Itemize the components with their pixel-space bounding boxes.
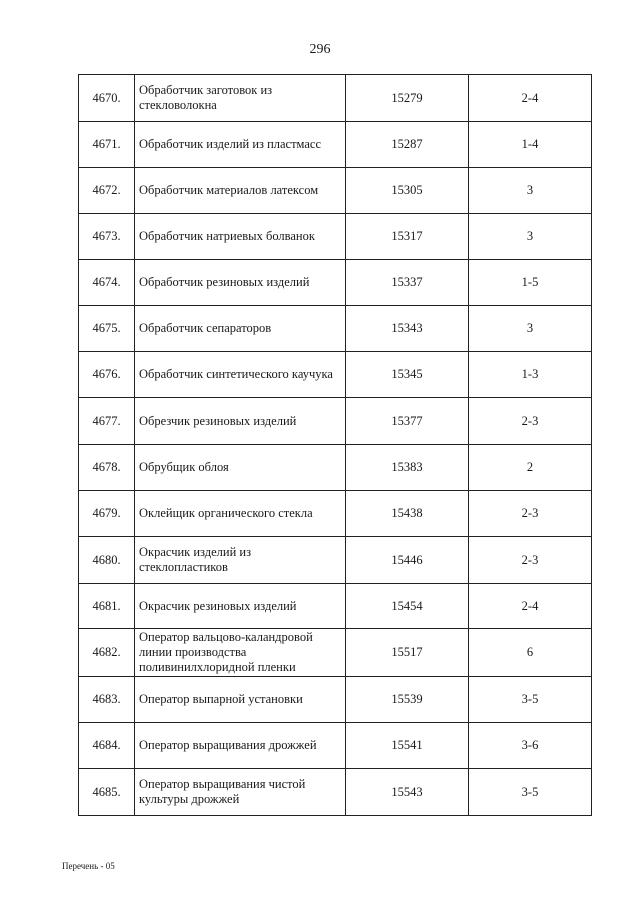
table-row: [79, 677, 592, 723]
footer-text: Перечень - 05: [62, 861, 115, 871]
qualification-category: 3-5: [469, 769, 592, 816]
table-row: [79, 769, 592, 816]
qualification-category: 2-3: [469, 491, 592, 537]
table-row: [79, 306, 592, 352]
table-row: [79, 352, 592, 398]
profession-name: Окрасчик резиновых изделий: [135, 584, 346, 629]
qualification-category: 3: [469, 168, 592, 214]
table-row: [79, 168, 592, 214]
profession-code: 15287: [346, 122, 469, 168]
profession-code: 15438: [346, 491, 469, 537]
qualification-category: 2-4: [469, 584, 592, 629]
qualification-category: 2-3: [469, 537, 592, 584]
page-number: 296: [309, 42, 331, 57]
profession-name: Обработчик сепараторов: [135, 306, 346, 352]
profession-name: Оператор выращивания дрожжей: [135, 723, 346, 769]
qualification-category: 2-4: [469, 75, 592, 122]
qualification-category: 3: [469, 306, 592, 352]
row-number: 4677.: [79, 398, 135, 445]
profession-name: Обработчик синтетического каучука: [135, 352, 346, 398]
table-row: [79, 723, 592, 769]
profession-code: 15377: [346, 398, 469, 445]
qualification-category: 1-3: [469, 352, 592, 398]
profession-code: 15343: [346, 306, 469, 352]
table-row: [79, 398, 592, 445]
profession-code: 15317: [346, 214, 469, 260]
table-row: [79, 491, 592, 537]
qualification-category: 2-3: [469, 398, 592, 445]
row-number: 4682.: [79, 629, 135, 677]
table-row: [79, 629, 592, 677]
table-row: [79, 75, 592, 122]
profession-name: Оператор выращивания чистой культуры дрожжей: [135, 769, 346, 816]
qualification-category: 3: [469, 214, 592, 260]
profession-name: Оператор выпарной установки: [135, 677, 346, 723]
row-number: 4679.: [79, 491, 135, 537]
profession-code: 15279: [346, 75, 469, 122]
row-number: 4670.: [79, 75, 135, 122]
row-number: 4680.: [79, 537, 135, 584]
profession-name: Обработчик заготовок из стекловолокна: [135, 75, 346, 122]
profession-code: 15446: [346, 537, 469, 584]
row-number: 4674.: [79, 260, 135, 306]
qualification-category: 3-5: [469, 677, 592, 723]
profession-code: 15539: [346, 677, 469, 723]
profession-name: Обработчик изделий из пластмасс: [135, 122, 346, 168]
profession-name: Окрасчик изделий из стеклопластиков: [135, 537, 346, 584]
qualification-category: 1-4: [469, 122, 592, 168]
profession-name: Обработчик резиновых изделий: [135, 260, 346, 306]
qualification-category: 3-6: [469, 723, 592, 769]
qualification-category: 6: [469, 629, 592, 677]
row-number: 4676.: [79, 352, 135, 398]
profession-code: 15517: [346, 629, 469, 677]
row-number: 4672.: [79, 168, 135, 214]
row-number: 4685.: [79, 769, 135, 816]
profession-name: Оклейщик органического стекла: [135, 491, 346, 537]
qualification-category: 2: [469, 445, 592, 491]
profession-code: 15454: [346, 584, 469, 629]
profession-code: 15383: [346, 445, 469, 491]
row-number: 4681.: [79, 584, 135, 629]
profession-name: Обрубщик облоя: [135, 445, 346, 491]
row-number: 4683.: [79, 677, 135, 723]
row-number: 4678.: [79, 445, 135, 491]
row-number: 4673.: [79, 214, 135, 260]
profession-code: 15305: [346, 168, 469, 214]
table-row: [79, 584, 592, 629]
profession-code: 15543: [346, 769, 469, 816]
profession-name: Обработчик материалов латексом: [135, 168, 346, 214]
table-row: [79, 445, 592, 491]
row-number: 4675.: [79, 306, 135, 352]
table-row: [79, 260, 592, 306]
table-row: [79, 214, 592, 260]
qualification-category: 1-5: [469, 260, 592, 306]
row-number: 4684.: [79, 723, 135, 769]
profession-name: Обрезчик резиновых изделий: [135, 398, 346, 445]
profession-code: 15541: [346, 723, 469, 769]
table-body: [79, 75, 592, 816]
profession-name: Оператор вальцово-каландровой линии производства поливинилхлоридной пленки: [135, 629, 346, 677]
profession-table: [78, 74, 592, 816]
profession-code: 15345: [346, 352, 469, 398]
table-row: [79, 122, 592, 168]
row-number: 4671.: [79, 122, 135, 168]
table-row: [79, 537, 592, 584]
profession-name: Обработчик натриевых болванок: [135, 214, 346, 260]
profession-code: 15337: [346, 260, 469, 306]
